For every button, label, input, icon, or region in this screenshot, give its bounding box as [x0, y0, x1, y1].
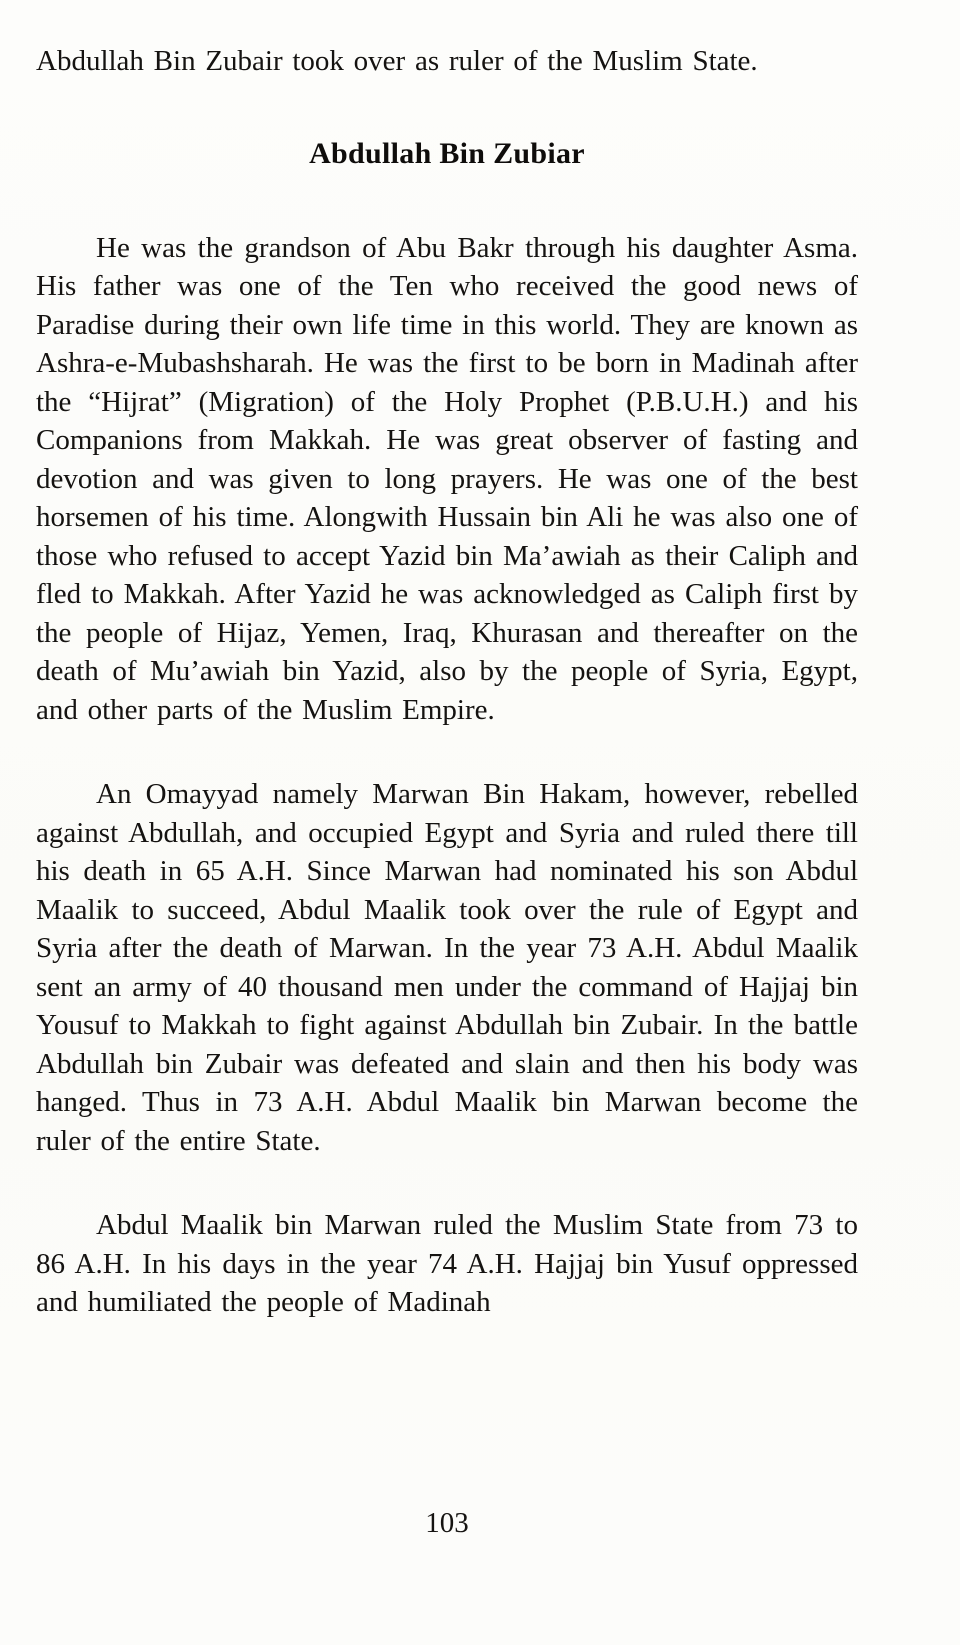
body-paragraph-1: He was the grandson of Abu Bakr through his daughter Asma. His father was one of the Ten who received the good news of Paradise during their own life time in this world. They are known as Ashra-e-Mubashsharah. He was the first to be born in Madinah after the “Hijrat” (Migration) of the Holy Prophet (P.B.U.H.) and his Companions from Makkah. He was great observer of fasting and devotion and was given to long prayers. He was one of the best horsemen of his time. Alongwith Hussain bin Ali he was also one of those who refused to accept Yazid bin Ma’awiah as their Caliph and fled to Makkah. After Yazid he was acknowledged as Caliph first by the people of Hijaz, Yemen, Iraq, Khurasan and thereafter on the death of Mu’awiah bin Yazid, also by the people of Syria, Egypt, and other parts of the Muslim Empire.	[36, 231, 858, 726]
continuation-paragraph: Abdullah Bin Zubair took over as ruler of the Muslim State.	[36, 45, 758, 77]
body-paragraph-3: Abdul Maalik bin Marwan ruled the Muslim State from 73 to 86 A.H. In his days in the year 74 A.H. Hajjaj bin Yusuf oppressed and humiliated the people of Madinah	[36, 1209, 858, 1318]
page-number: 103	[425, 1507, 469, 1539]
body-paragraph-2: An Omayyad namely Marwan Bin Hakam, however, rebelled against Abdullah, and occupied Egypt and Syria and ruled there till his death in 65 A.H. Since Marwan had nominated his son Abdul Maalik to succeed, Abdul Maalik took over the rule of Egypt and Syria after the death of Marwan. In the year 73 A.H. Abdul Maalik sent an army of 40 thousand men under the command of Hajjaj bin Yousuf to Makkah to fight against Abdullah bin Zubair. In the battle Abdullah bin Zubair was defeated and slain and then his body was hanged. Thus in 73 A.H. Abdul Maalik bin Marwan become the ruler of the entire State.	[36, 778, 858, 1157]
section-heading: Abdullah Bin Zubiar	[309, 136, 585, 170]
